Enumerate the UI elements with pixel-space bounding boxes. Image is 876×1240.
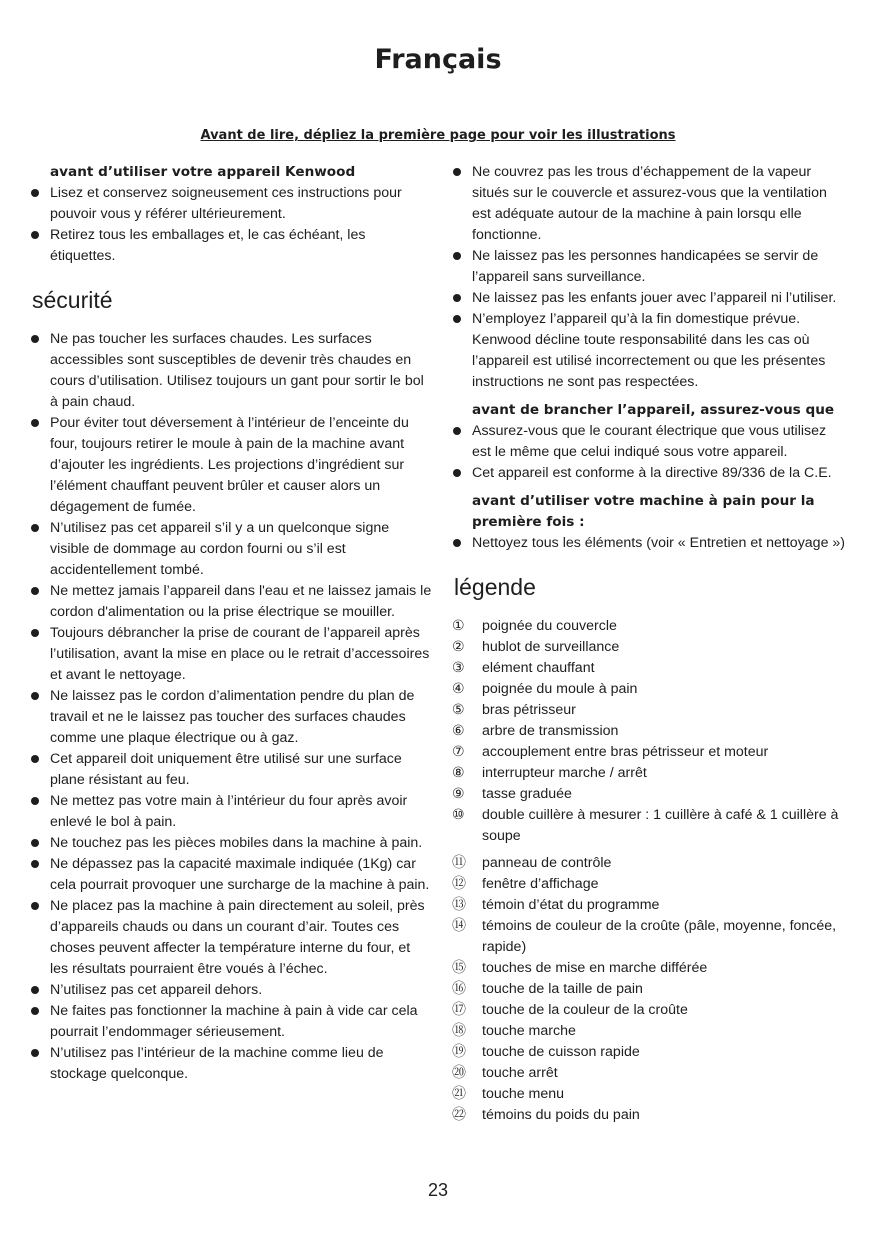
safety-heading: sécurité [32,287,113,313]
list-item: Ne faites pas fonctionner la machine à pain à vide car cela pourrait l’endommager sérieusement. [30,1001,432,1043]
legend-item [452,1000,848,1021]
legend-number: ⑩ [452,807,465,823]
left-column [30,162,432,1085]
list-item: Ne laissez pas les enfants jouer avec l’appareil ni l’utiliser. [452,288,848,309]
legend-label: témoin d’état du programme [482,897,660,913]
legend-item [452,700,848,721]
list-item: N’utilisez pas cet appareil dehors. [30,980,432,1001]
legend-number: ③ [452,660,465,676]
legend-label: touche menu [482,1086,565,1102]
safety-list [30,329,432,1085]
legend-label: hublot de surveillance [482,639,620,655]
legend-label: arbre de transmission [482,723,619,739]
list-item: Cet appareil est conforme à la directive 89/336 de la C.E. [452,463,848,484]
list-item: N’utilisez pas cet appareil s’il y a un quelconque signe visible de dommage au cordon fourni ou s’il est accidentellement tombé. [30,518,432,581]
legend-label: touches de mise en marche différée [482,960,708,976]
list-item: Ne couvrez pas les trous d’échappement de la vapeur situés sur le couvercle et assurez-vous que la ventilation est adéquate autour de la machine à pain lorsqu elle fonctionne. [452,162,848,246]
list-item: Toujours débrancher la prise de courant de l’appareil après l’utilisation, avant la mise en place ou le retrait d’accessoires et avant le nettoyage. [30,623,432,686]
list-item: Ne mettez jamais l’appareil dans l'eau et ne laissez jamais le cordon d'alimentation ou la prise électrique se mouiller. [30,581,432,623]
legend-label: touche marche [482,1023,576,1039]
legend-label: panneau de contrôle [482,855,612,871]
list-item: Pour éviter tout déversement à l’intérieur de l’enceinte du four, toujours retirer le moule à pain de la machine avant d’ajouter les ingrédients. Les projections d’ingrédient sur l’élément chauffant peuvent brûler et causer alors un dégagement de fumée. [30,413,432,518]
page-title: Français [374,44,502,75]
legend-label: touche de la taille de pain [482,981,643,997]
before-use-list [30,183,432,267]
list-item: Retirez tous les emballages et, le cas échéant, les étiquettes. [30,225,432,267]
legend-item [452,1084,848,1105]
legend-item [452,679,848,700]
legend-number: ㉑ [452,1086,466,1102]
legend-item [452,763,848,784]
before-use-heading: avant d’utiliser votre appareil Kenwood [50,164,356,180]
legend-label: bras pétrisseur [482,702,576,718]
legend-item [452,721,848,742]
legend-number: ⑱ [452,1023,466,1039]
legend-number: ⑪ [452,855,466,871]
legend-item [452,1021,848,1042]
list-item: Ne laissez pas les personnes handicapées se servir de l’appareil sans surveillance. [452,246,848,288]
legend-number: ⑨ [452,786,465,802]
legend-number: ② [452,639,465,655]
list-item: Cet appareil doit uniquement être utilisé sur une surface plane résistant au feu. [30,749,432,791]
legend-item [452,979,848,1000]
legend-label: témoins du poids du pain [482,1107,640,1123]
list-item: N’employez l’appareil qu’à la fin domestique prévue. Kenwood décline toute responsabilité dans les cas où l’appareil est utilisé incorrectement ou que les présentes instructions ne sont pas respectées. [452,309,848,393]
legend-item [452,874,848,895]
list-item: Ne laissez pas le cordon d’alimentation pendre du plan de travail et ne le laissez pas toucher des surfaces chaudes comme une plaque électrique ou à gaz. [30,686,432,749]
legend-list [452,616,848,1126]
first-use-heading: avant d’utiliser votre machine à pain pour la première fois : [472,493,815,530]
legend-number: ⑭ [452,918,466,934]
safety-continued-list [452,162,848,393]
legend-label: tasse graduée [482,786,572,802]
legend-item [452,658,848,679]
legend-number: ⑫ [452,876,466,892]
legend-label: témoins de couleur de la croûte (pâle, moyenne, foncée, rapide) [482,918,837,955]
legend-label: interrupteur marche / arrêt [482,765,647,781]
legend-number: ⑮ [452,960,466,976]
legend-number: ① [452,618,465,634]
legend-label: fenêtre d’affichage [482,876,599,892]
legend-number: ㉒ [452,1107,466,1123]
legend-number: ⑥ [452,723,465,739]
legend-number: ⑰ [452,1002,466,1018]
legend-number: ⑦ [452,744,465,760]
legend-item [452,742,848,763]
legend-item [452,1105,848,1126]
legend-number: ⑲ [452,1044,466,1060]
list-item: Nettoyez tous les éléments (voir « Entretien et nettoyage ») [452,533,848,554]
legend-item [452,1063,848,1084]
list-item: Ne touchez pas les pièces mobiles dans la machine à pain. [30,833,432,854]
legend-item [452,895,848,916]
legend-item [452,1042,848,1063]
list-item: N’utilisez pas l’intérieur de la machine comme lieu de stockage quelconque. [30,1043,432,1085]
fold-out-notice: Avant de lire, dépliez la première page pour voir les illustrations [200,128,676,143]
legend-label: touche arrêt [482,1065,558,1081]
list-item: Ne mettez pas votre main à l’intérieur du four après avoir enlevé le bol à pain. [30,791,432,833]
right-column [452,162,848,1126]
legend-number: ⑳ [452,1065,466,1081]
legend-label: poignée du couvercle [482,618,617,634]
legend-item [452,784,848,805]
legend-label: touche de cuisson rapide [482,1044,640,1060]
legend-label: elément chauffant [482,660,595,676]
legend-item [452,805,848,847]
list-item: Assurez-vous que le courant électrique que vous utilisez est le même que celui indiqué sous votre appareil. [452,421,848,463]
legend-number: ④ [452,681,465,697]
legend-item [452,916,848,958]
legend-number: ⑧ [452,765,465,781]
legend-heading: légende [454,574,536,600]
legend-number: ⑯ [452,981,466,997]
legend-item [452,637,848,658]
before-plugging-list [452,421,848,484]
legend-label: poignée du moule à pain [482,681,638,697]
legend-label: double cuillère à mesurer : 1 cuillère à café & 1 cuillère à soupe [482,807,839,844]
first-use-list [452,533,848,554]
before-plugging-heading: avant de brancher l’appareil, assurez-vous que [472,402,835,418]
legend-item [452,958,848,979]
list-item: Ne dépassez pas la capacité maximale indiquée (1Kg) car cela pourrait provoquer une surcharge de la machine à pain. [30,854,432,896]
legend-number: ⑤ [452,702,465,718]
legend-number: ⑬ [452,897,466,913]
list-item: Ne pas toucher les surfaces chaudes. Les surfaces accessibles sont susceptibles de devenir très chaudes en cours d’utilisation. Utilisez toujours un gant pour sortir le bol à pain chaud. [30,329,432,413]
list-item: Lisez et conservez soigneusement ces instructions pour pouvoir vous y référer ultérieurement. [30,183,432,225]
legend-item [452,616,848,637]
list-item: Ne placez pas la machine à pain directement au soleil, près d’appareils chauds ou dans un courant d’air. Toutes ces choses peuvent affecter la température interne du four, et les résultats pourraient être voués à l’échec. [30,896,432,980]
legend-label: touche de la couleur de la croûte [482,1002,688,1018]
legend-label: accouplement entre bras pétrisseur et moteur [482,744,769,760]
legend-item [452,853,848,874]
page-number: 23 [427,1180,449,1200]
